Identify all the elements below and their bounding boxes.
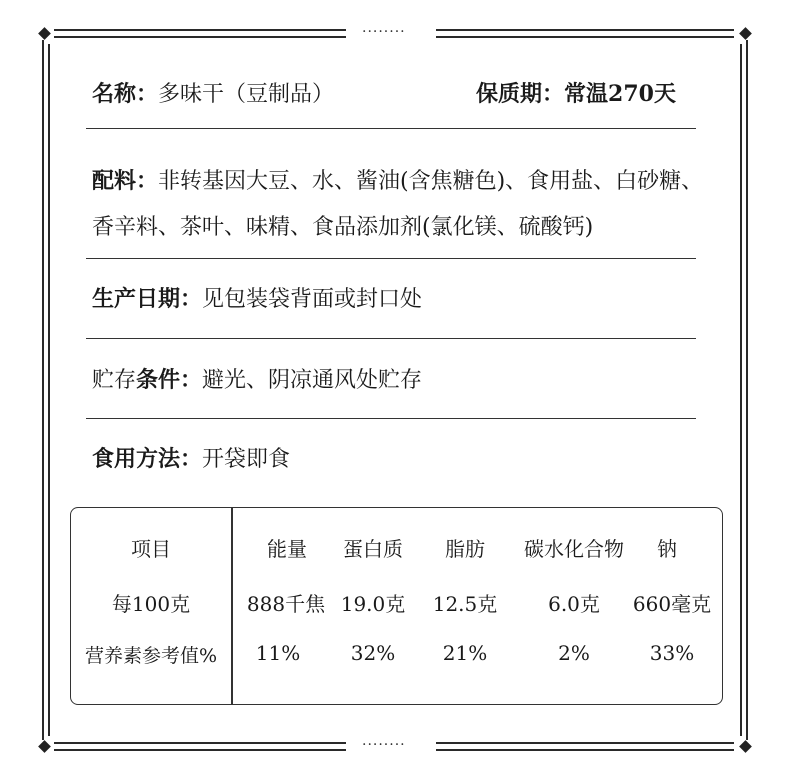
corner-diamond-icon bbox=[739, 27, 752, 40]
divider bbox=[86, 338, 696, 339]
table-cell: 660毫克 bbox=[632, 592, 712, 616]
frame-bottom-left-1 bbox=[54, 742, 346, 744]
table-cell: 营养素参考值% bbox=[84, 645, 218, 667]
table-header-cell: 钠 bbox=[657, 537, 677, 561]
frame-right-outer bbox=[746, 40, 748, 740]
shelf-life-value: 常温270天 bbox=[564, 81, 676, 107]
table-header-cell: 项目 bbox=[131, 537, 171, 561]
frame-right-inner bbox=[740, 44, 742, 736]
storage-value: 避光、阴凉通风处贮存 bbox=[202, 368, 423, 393]
usage-row bbox=[92, 446, 290, 473]
table-cell: 2% bbox=[558, 641, 590, 665]
table-cell: 32% bbox=[350, 641, 396, 665]
bottom-ornament-dots: ........ bbox=[362, 733, 406, 749]
production-date-value: 见包装袋背面或封口处 bbox=[202, 287, 423, 312]
production-date-row bbox=[92, 286, 422, 313]
frame-top-right-2 bbox=[436, 36, 734, 38]
production-date-label: 生产日期： bbox=[92, 286, 203, 312]
table-cell: 19.0克 bbox=[340, 592, 406, 616]
table-header-cell: 蛋白质 bbox=[343, 537, 403, 561]
table-cell: 12.5克 bbox=[432, 592, 498, 616]
table-header-cell: 能量 bbox=[267, 537, 307, 561]
corner-diamond-icon bbox=[38, 27, 51, 40]
table-header-cell: 脂肪 bbox=[445, 537, 485, 561]
ingredients-value: 非转基因大豆、水、酱油(含焦糖色)、食用盐、白砂糖、香辛料、茶叶、味精、食品添加剂(氯化镁、硫酸钙) bbox=[92, 169, 704, 240]
frame-left-inner bbox=[48, 44, 50, 736]
name-value: 多味干（豆制品） bbox=[158, 82, 335, 107]
table-cell: 6.0克 bbox=[548, 592, 600, 616]
divider bbox=[86, 418, 696, 419]
table-cell: 21% bbox=[442, 641, 488, 665]
frame-bottom-left-2 bbox=[54, 749, 346, 751]
product-name-row bbox=[92, 81, 334, 108]
frame-bottom-right-2 bbox=[436, 749, 734, 751]
top-ornament-dots: ........ bbox=[362, 20, 406, 36]
frame-top-left-2 bbox=[54, 36, 346, 38]
corner-diamond-icon bbox=[739, 740, 752, 753]
ingredients-block bbox=[92, 158, 707, 251]
table-column-separator bbox=[231, 508, 233, 704]
frame-top-right-1 bbox=[436, 29, 734, 31]
table-cell: 33% bbox=[649, 641, 695, 665]
name-label: 名称： bbox=[92, 81, 159, 107]
frame-left-outer bbox=[42, 40, 44, 740]
shelf-life-row bbox=[476, 81, 676, 108]
shelf-life-label: 保质期： bbox=[476, 81, 565, 107]
storage-label-prefix: 贮存 bbox=[92, 368, 137, 393]
divider bbox=[86, 258, 696, 259]
table-cell: 11% bbox=[255, 641, 301, 665]
ingredients-label: 配料： bbox=[92, 168, 159, 194]
table-cell: 每100克 bbox=[111, 592, 191, 616]
storage-row bbox=[92, 367, 422, 394]
table-cell: 888千焦 bbox=[246, 592, 326, 616]
nutrition-table bbox=[70, 507, 723, 705]
frame-top-left-1 bbox=[54, 29, 346, 31]
usage-value: 开袋即食 bbox=[202, 447, 291, 472]
storage-label: 条件： bbox=[136, 367, 203, 393]
corner-diamond-icon bbox=[38, 740, 51, 753]
usage-label: 食用方法： bbox=[92, 446, 203, 472]
table-header-cell: 碳水化合物 bbox=[524, 537, 624, 561]
divider bbox=[86, 128, 696, 129]
frame-bottom-right-1 bbox=[436, 742, 734, 744]
